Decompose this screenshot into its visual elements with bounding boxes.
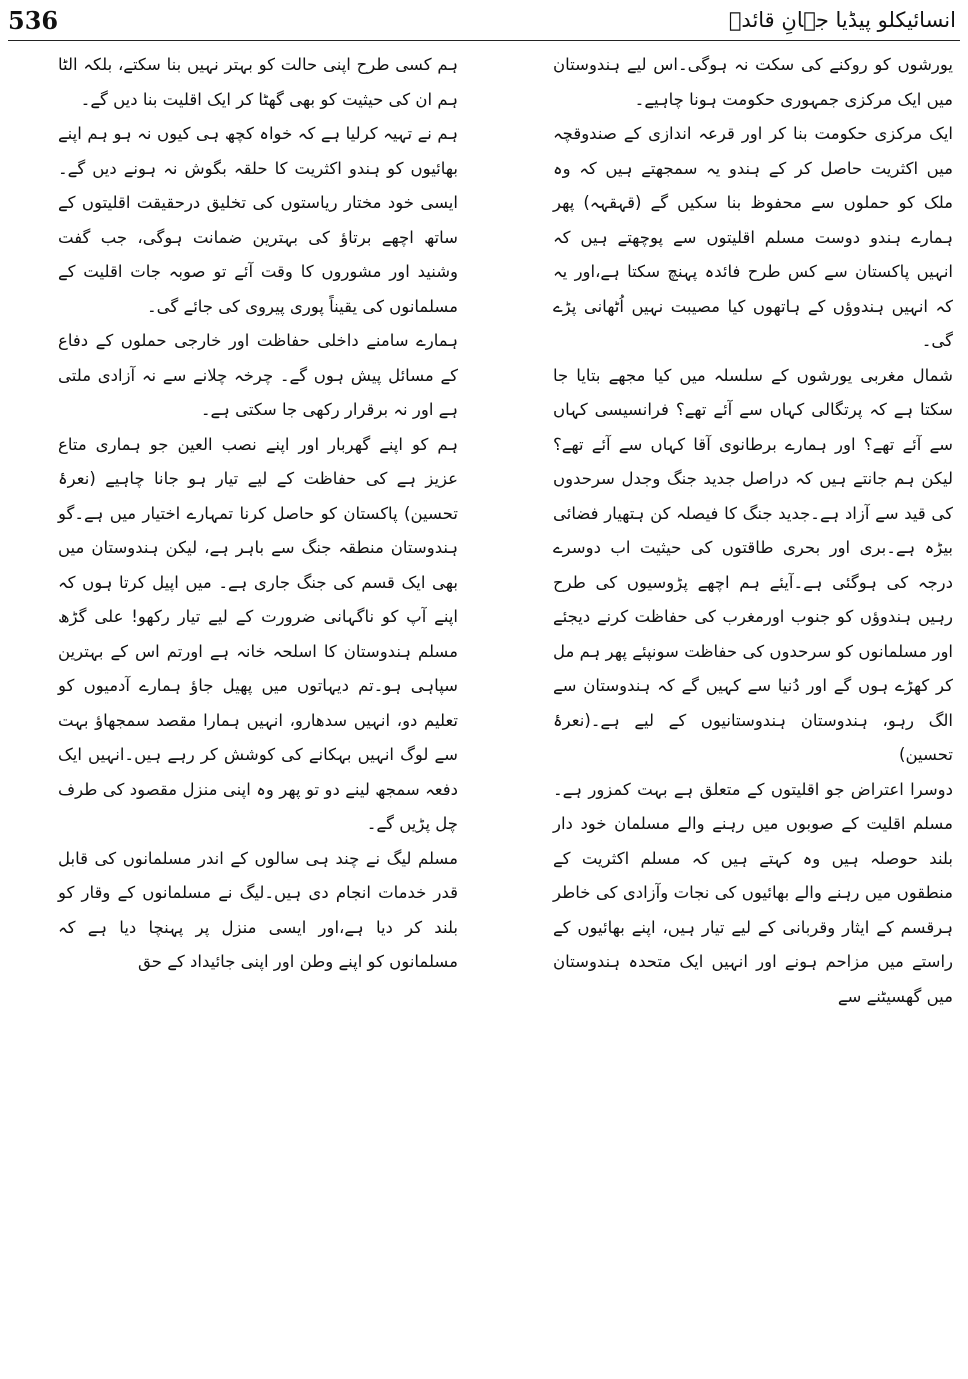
paragraph: دوسرا اعتراض جو اقلیتوں کے متعلق ہے بہت کمزور ہے۔مسلم اقلیت کے صوبوں میں رہنے والے مسلمان خود دار بلند حوصلہ ہیں وہ کہتے ہیں کہ مسلم اکثریت کے منطقوں میں رہنے والے بھائیوں کی نجات وآزادی کی خاطر ہرقسم کے ایثار وقربانی کے لیے تیار ہیں، اپنے بھائیوں کے راستے میں مزاحم ہونے اور انہیں ایک متحدہ ہندوستان میں گھسیٹنے سے xyxy=(553,779,953,1006)
paragraph: ہمارے سامنے داخلی حفاظت اور خارجی حملوں کے دفاع کے مسائل پیش ہوں گے۔ چرخہ چلانے سے نہ آزادی ملتی ہے اور نہ برقرار رکھی جا سکتی ہے۔ xyxy=(58,331,458,419)
paragraph: مسلم لیگ نے چند ہی سالوں کے اندر مسلمانوں کی قابل قدر خدمات انجام دی ہیں۔لیگ نے مسلمانوں کے وقار کو بلند کر دیا ہے،اور ایسی منزل پر پہنچا دیا ہے کہ مسلمانوں کو اپنے وطن اور اپنی جائیداد کے حق xyxy=(58,848,458,971)
paragraph: ہم نے تہیہ کرلیا ہے کہ خواہ کچھ ہی کیوں نہ ہو ہم اپنے بھائیوں کو ہندو اکثریت کا حلقہ بگوش نہ ہونے دیں گے۔ ایسی خود مختار ریاستوں کی تخلیق درحقیقت اقلیتوں کے ساتھ اچھے برتاؤ کی بہترین ضمانت ہوگی، جب گفت وشنید اور مشوروں کا وقت آئے تو صوبہ جات اقلیت کے مسلمانوں کی یقیناً پوری پیروی کی جائے گی۔ xyxy=(58,124,458,316)
header-divider xyxy=(8,40,960,41)
right-text-column xyxy=(553,48,953,1014)
running-title: انسائیکلو پیڈیا جہانِ قائدؒ xyxy=(728,8,956,32)
page-number: 536 xyxy=(8,6,59,35)
paragraph: ہم کو اپنے گھربار اور اپنے نصب العین جو ہماری متاع عزیز ہے کی حفاظت کے لیے تیار ہو جانا چاہیے (نعرۂ تحسین) پاکستان کو حاصل کرنا تمہارے اختیار میں ہے۔گو ہندوستان منطقہ جنگ سے باہر ہے، لیکن ہندوستان میں بھی ایک قسم کی جنگ جاری ہے۔ میں اپیل کرتا ہوں کہ اپنے آپ کو ناگہانی ضرورت کے لیے تیار رکھو! علی گڑھ مسلم ہندوستان کا اسلحہ خانہ ہے اورتم اس کے بہترین سپاہی ہو۔تم دیہاتوں میں پھیل جاؤ ہمارے آدمیوں کو تعلیم دو، انہیں سدھارو، انہیں ہمارا مقصد سمجھاؤ بہت سے لوگ انہیں بہکانے کی کوشش کر رہے ہیں۔انہیں ایک دفعہ سمجھ لینے دو تو پھر وہ اپنی منزل مقصود کی طرف چل پڑیں گے۔ xyxy=(58,434,458,833)
left-text-column xyxy=(58,48,458,980)
paragraph: شمال مغربی یورشوں کے سلسلہ میں کیا مجھے بتایا جا سکتا ہے کہ پرتگالی کہاں سے آئے تھے؟ فرانسیسی کہاں سے آئے تھے؟ اور ہمارے برطانوی آقا کہاں سے آئے تھے؟لیکن ہم جانتے ہیں کہ دراصل جدید جنگ وجدل سرحدوں کی قید سے آزاد ہے۔جدید جنگ کا فیصلہ کن ہتھیار فضائی بیڑہ ہے۔بری اور بحری طاقتوں کی حیثیت اب دوسرے درجہ کی ہوگئی ہے۔آیئے ہم اچھے پڑوسیوں کی طرح رہیں ہندوؤں کو جنوب اورمغرب کی حفاظت کرنے دیجئے اور مسلمانوں کو سرحدوں کی حفاظت سونپئے پھر ہم مل کر کھڑے ہوں گے اور دُنیا سے کہیں گے کہ ہندوستان سے الگ رہو، ہندوستان ہندوستانیوں کے لیے ہے۔(نعرۂ تحسین) xyxy=(553,365,953,764)
paragraph: یورشوں کو روکنے کی سکت نہ ہوگی۔اس لیے ہندوستان میں ایک مرکزی جمہوری حکومت ہونا چاہیے۔ xyxy=(553,55,953,109)
paragraph: ایک مرکزی حکومت بنا کر اور قرعہ اندازی کے صندوقچہ میں اکثریت حاصل کر کے ہندو یہ سمجھتے ہیں کہ وہ ملک کو حملوں سے محفوظ بنا سکیں گے (قہقہہ) پھر ہمارے ہندو دوست مسلم اقلیتوں سے پوچھتے ہیں کہ انہیں پاکستان سے کس طرح فائدہ پہنچ سکتا ہے،اور یہ کہ انہیں ہندوؤں کے ہاتھوں کیا مصیبت نہیں اُٹھانی پڑے گی۔ xyxy=(553,124,953,350)
paragraph: ہم کسی طرح اپنی حالت کو بہتر نہیں بنا سکتے، بلکہ الٹا ہم ان کی حیثیت کو بھی گھٹا کر ایک اقلیت بنا دیں گے۔ xyxy=(58,55,458,109)
